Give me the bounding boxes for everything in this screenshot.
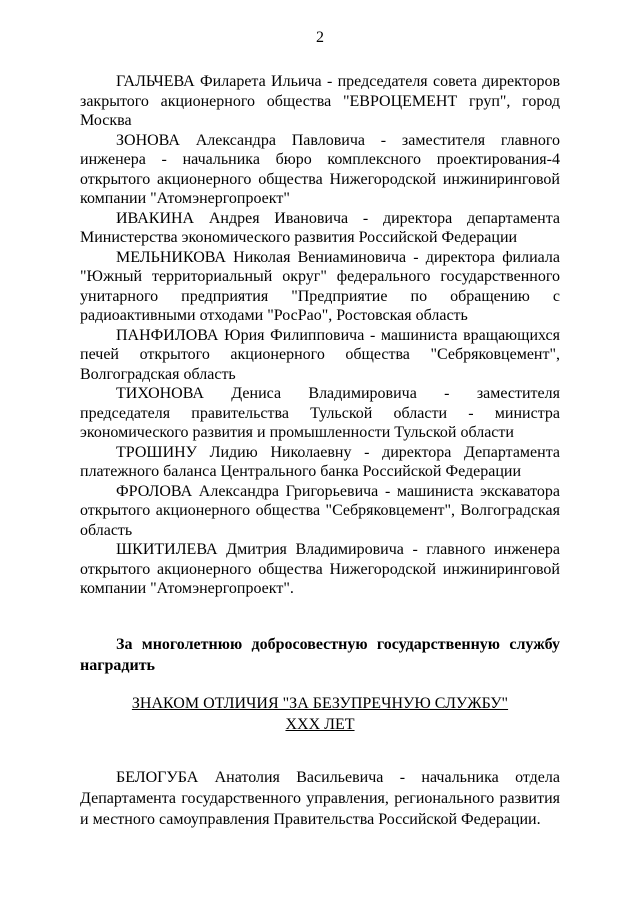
award-title-line-2: XXX ЛЕТ <box>285 716 355 733</box>
section-heading: За многолетнюю добросовестную государственную службу наградить <box>80 636 560 674</box>
awardee-entry: ТРОШИНУ Лидию Николаевну - директора Департамента платежного баланса Центрального банка Российской Федерации <box>80 443 560 480</box>
awardee-entry-final: БЕЛОГУБА Анатолия Васильевича - начальника отдела Департамента государственного управления, регионального развития и местного самоуправления Правительства Российской Федерации. <box>80 769 560 828</box>
awardee-entry: ИВАКИНА Андрея Ивановича - директора департамента Министерства экономического развития Российской Федерации <box>80 209 560 246</box>
awardee-entry: ФРОЛОВА Александра Григорьевича - машиниста экскаватора открытого акционерного общества "Себряковцемент", Волгоградская область <box>80 482 560 539</box>
awardee-entry: ПАНФИЛОВА Юрия Филипповича - машиниста вращающихся печей открытого акционерного общества "Себряковцемент", Волгоградская область <box>80 326 560 383</box>
awardee-entry: ШКИТИЛЕВА Дмитрия Владимировича - главного инженера открытого акционерного общества Нижегородской инжиниринговой компании "Атомэнергопроект". <box>80 541 560 597</box>
awardee-entry: ТИХОНОВА Дениса Владимировича - заместителя председателя правительства Тульской области - министра экономического развития и промышленности Тульской области <box>80 385 560 441</box>
awardee-entry: МЕЛЬНИКОВА Николая Вениаминовича - директора филиала "Южный территориальный округ" федерального государственного унитарного предприятия "Предприятие по обращению с радиоактивными отходами "РосРао", Ростовская область <box>80 248 560 324</box>
page-number: 2 <box>316 29 324 46</box>
award-title-line-1: ЗНАКОМ ОТЛИЧИЯ "ЗА БЕЗУПРЕЧНУЮ СЛУЖБУ" <box>131 695 509 712</box>
awardee-list <box>80 72 560 599</box>
award-title <box>80 693 560 735</box>
awardee-entry: ЗОНОВА Александра Павловича - заместителя главного инженера - начальника бюро комплексного проектирования-4 открытого акционерного общества Нижегородской инжиниринговой компании "Атомэнергопроект" <box>80 131 560 207</box>
awardee-entry: ГАЛЬЧЕВА Филарета Ильича - председателя совета директоров закрытого акционерного общества "ЕВРОЦЕМЕНТ груп", город Москва <box>80 73 560 129</box>
